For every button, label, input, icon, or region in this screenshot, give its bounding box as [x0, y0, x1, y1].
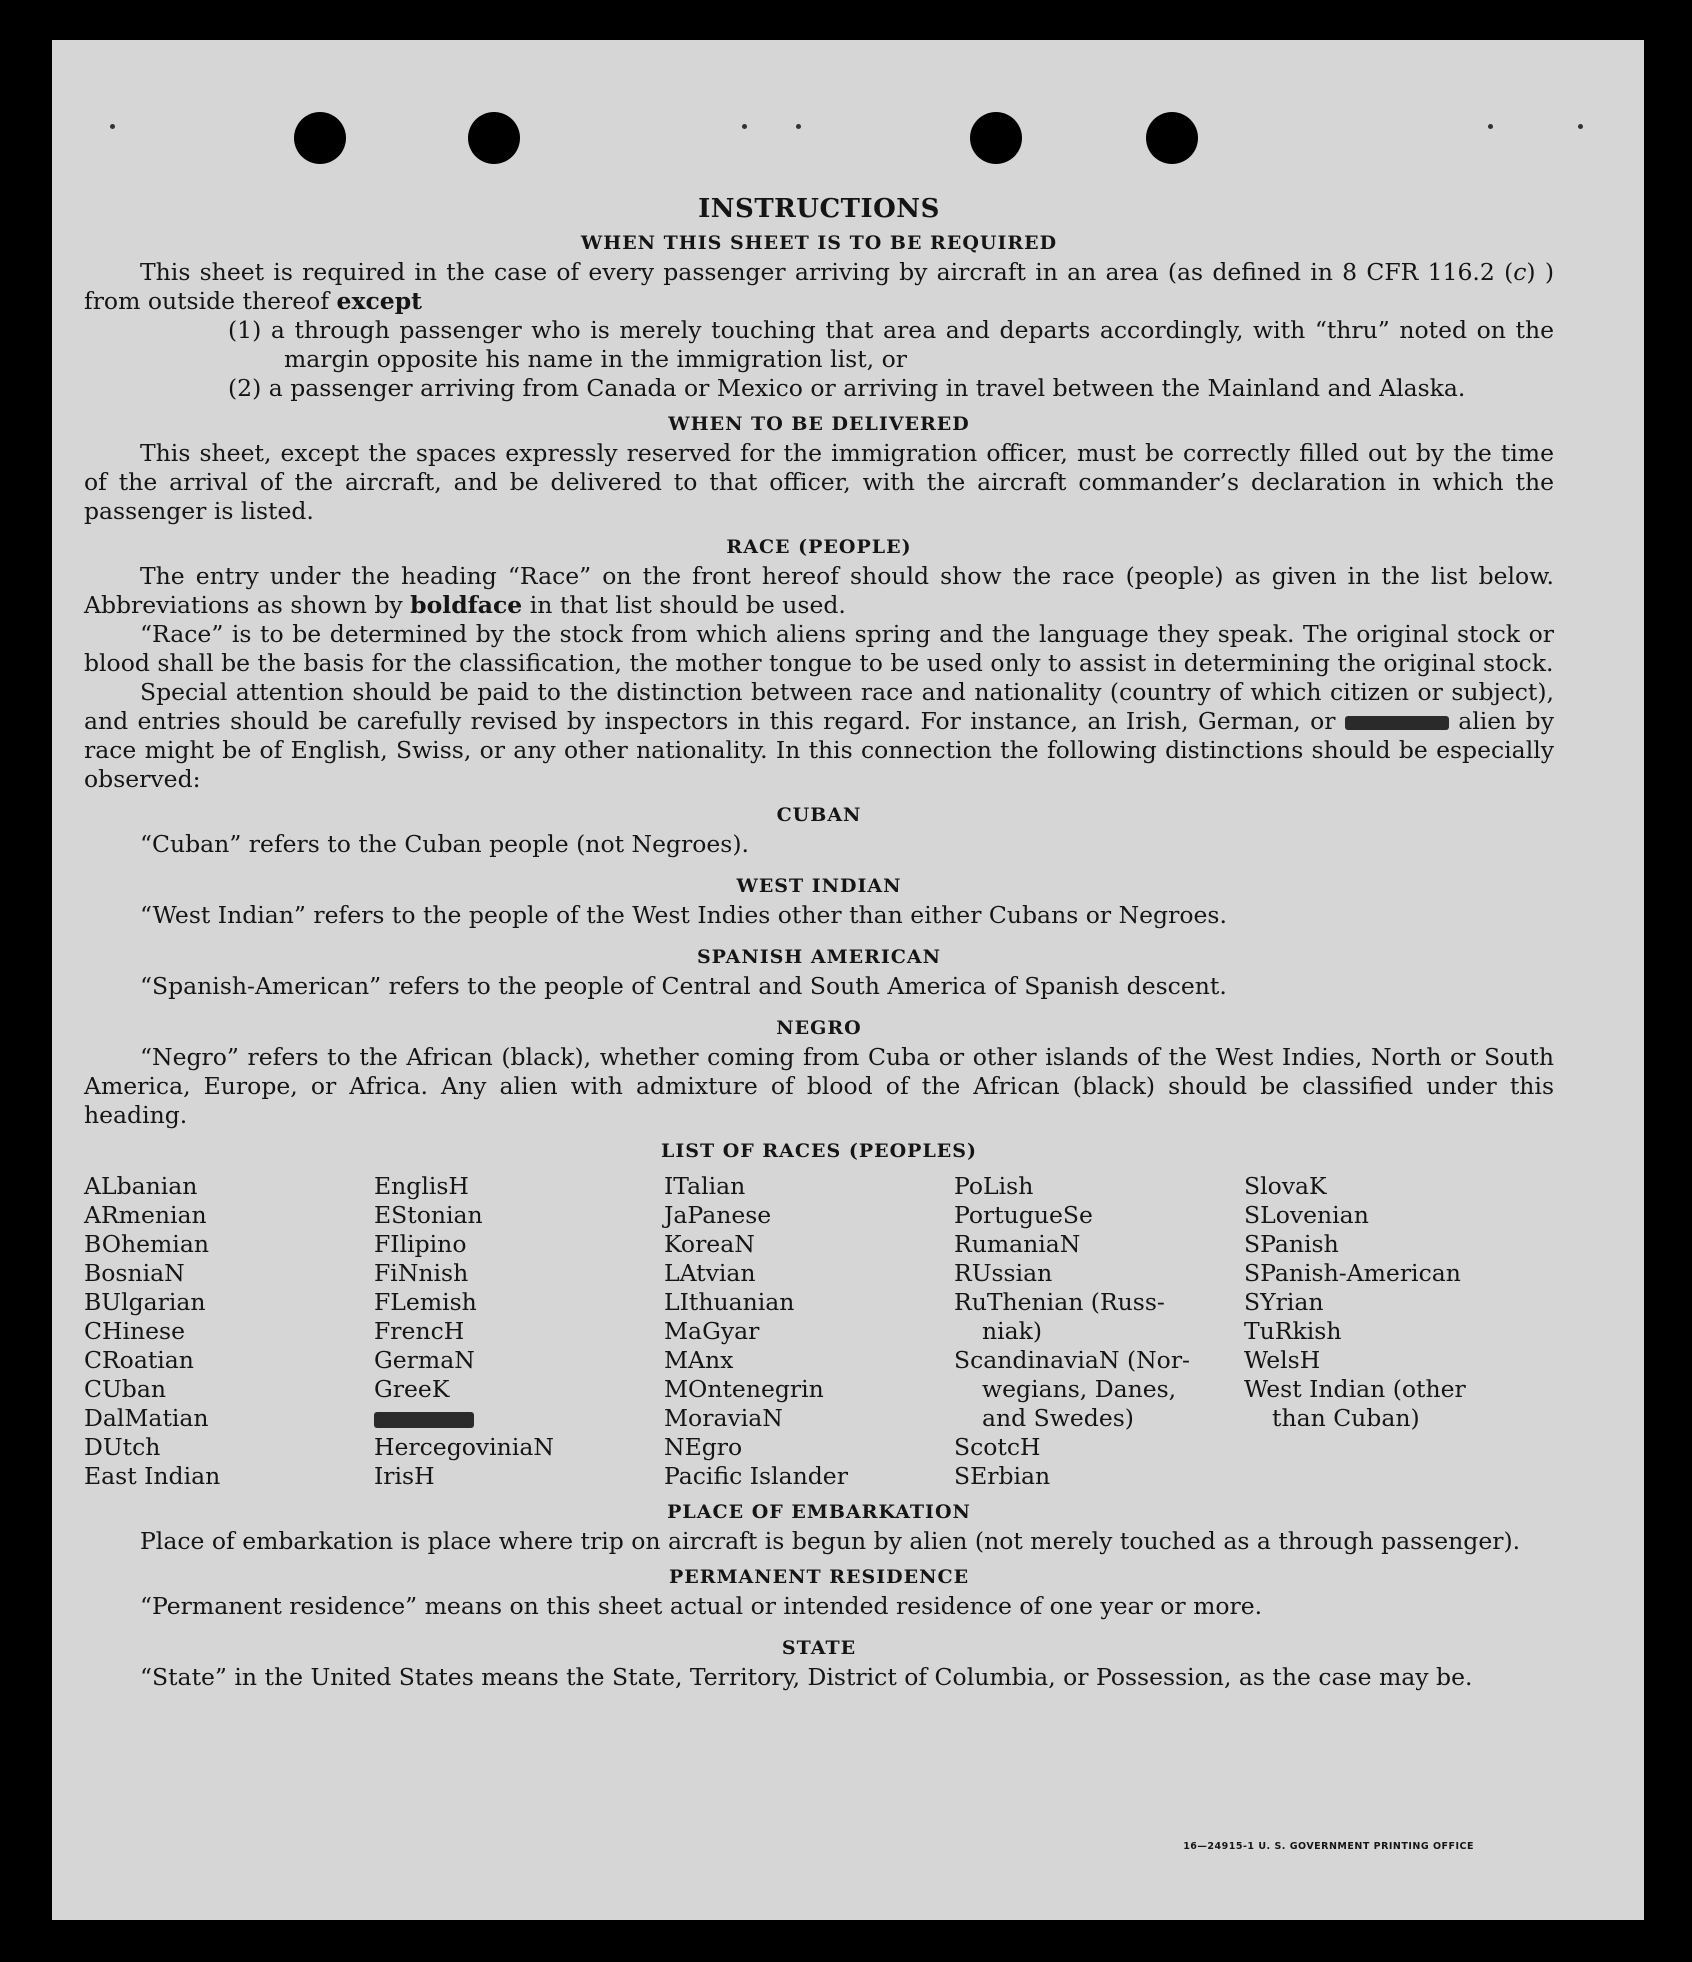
document-sheet	[52, 40, 1644, 1920]
race-entry-continued: than Cuban)	[1272, 1404, 1420, 1432]
section-heading: WHEN TO BE DELIVERED	[668, 413, 970, 435]
section-heading: LIST OF RACES (PEOPLES)	[661, 1140, 977, 1162]
race-entry: RUssian	[954, 1259, 1053, 1287]
race-entry: CUban	[84, 1375, 166, 1403]
race-entry: LAtvian	[664, 1259, 756, 1287]
redaction-mark	[374, 1412, 474, 1428]
punch-hole	[468, 112, 520, 164]
exception-item-2: (2) a passenger arriving from Canada or Mexico or arriving in travel between the Mainland and Alaska.	[228, 374, 1466, 402]
race-entry: FiNnish	[374, 1259, 469, 1287]
race-entry: LIthuanian	[664, 1288, 795, 1316]
section-heading: SPANISH AMERICAN	[696, 946, 942, 968]
state-text: “State” in the United States means the State, Territory, District of Columbia, or Possession, as the case may be.	[140, 1663, 1473, 1691]
speck	[796, 124, 801, 129]
race-entry: East Indian	[84, 1462, 221, 1490]
speck	[110, 124, 115, 129]
race-entry: BosniaN	[84, 1259, 185, 1287]
race-entry: SlovaK	[1244, 1172, 1327, 1200]
race-entry: IrisH	[374, 1462, 435, 1490]
race-column	[374, 1172, 664, 1491]
west-indian-text: “West Indian” refers to the people of the West Indies other than either Cubans or Negroes.	[140, 901, 1227, 929]
race-entry: GermaN	[374, 1346, 475, 1374]
race-entry: BOhemian	[84, 1230, 209, 1258]
race-entry: JaPanese	[664, 1201, 772, 1229]
race-entry: SErbian	[954, 1462, 1051, 1490]
race-entry: KoreaN	[664, 1230, 755, 1258]
race-entry: TuRkish	[1244, 1317, 1342, 1345]
exception-item-1: (1) a through passenger who is merely touching that area and departs accordingly, with “thru” noted on the margin opposite his name in the immigration list, or	[228, 316, 1554, 373]
punch-hole	[294, 112, 346, 164]
race-column	[1244, 1172, 1534, 1491]
section-heading: CUBAN	[776, 804, 862, 826]
section-heading: NEGRO	[776, 1017, 862, 1039]
race-entry: ALbanian	[84, 1172, 198, 1200]
race-entry: CHinese	[84, 1317, 185, 1345]
instructions-body	[84, 190, 1554, 1692]
race-entry: EStonian	[374, 1201, 483, 1229]
race-column	[664, 1172, 954, 1491]
race-entry: WelsH	[1244, 1346, 1321, 1374]
race-entry: MOntenegrin	[664, 1375, 824, 1403]
race-entry-continued: and Swedes)	[982, 1404, 1134, 1432]
spanish-american-text: “Spanish-American” refers to the people of Central and South America of Spanish descent.	[140, 972, 1227, 1000]
race-entry: DUtch	[84, 1433, 161, 1461]
speck	[1578, 124, 1583, 129]
race-entry: FLemish	[374, 1288, 477, 1316]
speck	[1488, 124, 1493, 129]
race-entry: Pacific Islander	[664, 1462, 848, 1490]
race-entry: West Indian (other	[1244, 1375, 1466, 1403]
race-entry: DalMatian	[84, 1404, 209, 1432]
race-entry: PortugueSe	[954, 1201, 1093, 1229]
residence-text: “Permanent residence” means on this sheet actual or intended residence of one year or more.	[140, 1592, 1263, 1620]
race-paragraph-2: “Race” is to be determined by the stock from which aliens spring and the language they speak. The original stock or blood shall be the basis for the classification, the mother tongue to be used only to assist in determining the original stock.	[84, 620, 1554, 677]
required-intro: This sheet is required in the case of every passenger arriving by aircraft in an area (as defined in 8 CFR 116.2 (c) ) from outside thereof except	[84, 258, 1554, 315]
punch-hole	[970, 112, 1022, 164]
race-entry: ITalian	[664, 1172, 746, 1200]
cuban-text: “Cuban” refers to the Cuban people (not Negroes).	[140, 830, 750, 858]
race-entry: SPanish-American	[1244, 1259, 1461, 1287]
race-entry: MAnx	[664, 1346, 734, 1374]
race-entry: NEgro	[664, 1433, 743, 1461]
race-entry: GreeK	[374, 1375, 450, 1403]
race-paragraph-1: The entry under the heading “Race” on the front hereof should show the race (people) as given in the list below. Abbreviations as shown by boldface in that list should be used.	[84, 562, 1554, 619]
race-entry: ARmenian	[84, 1201, 207, 1229]
race-entry: CRoatian	[84, 1346, 194, 1374]
race-paragraph-3: Special attention should be paid to the distinction between race and nationality (country of which citizen or subject), and entries should be carefully revised by inspectors in this regard. For instance, an Irish, German, or alien by race might be of English, Swiss, or any other nationality. In this connection the following distinctions should be especially observed:	[84, 678, 1554, 793]
negro-text: “Negro” refers to the African (black), whether coming from Cuba or other islands of the West Indies, North or South America, Europe, or Africa. Any alien with admixture of blood of the African (black) should be classified under this heading.	[84, 1043, 1554, 1129]
race-entry: ScandinaviaN (Nor-	[954, 1346, 1190, 1374]
race-column	[954, 1172, 1244, 1491]
race-entry: SPanish	[1244, 1230, 1339, 1258]
section-heading: WEST INDIAN	[736, 875, 902, 897]
page-title: INSTRUCTIONS	[698, 194, 940, 224]
race-column	[84, 1172, 374, 1491]
race-entry: FIlipino	[374, 1230, 467, 1258]
race-entry-continued: wegians, Danes,	[982, 1375, 1177, 1403]
race-entry: RumaniaN	[954, 1230, 1081, 1258]
printer-imprint: 16—24915-1 U. S. GOVERNMENT PRINTING OFFICE	[1183, 1841, 1474, 1852]
section-heading: STATE	[781, 1637, 857, 1659]
redaction-mark	[1345, 716, 1449, 730]
section-heading: RACE (PEOPLE)	[726, 536, 912, 558]
race-entry: BUlgarian	[84, 1288, 206, 1316]
race-entry-redacted	[374, 1404, 664, 1433]
race-entry: SLovenian	[1244, 1201, 1369, 1229]
race-entry-continued: niak)	[982, 1317, 1043, 1345]
race-entry: FrencH	[374, 1317, 465, 1345]
speck	[742, 124, 747, 129]
race-entry: ScotcH	[954, 1433, 1041, 1461]
race-entry: HercegoviniaN	[374, 1433, 554, 1461]
section-heading: PERMANENT RESIDENCE	[668, 1566, 970, 1588]
race-entry: EnglisH	[374, 1172, 469, 1200]
race-list	[84, 1172, 1554, 1491]
delivered-text: This sheet, except the spaces expressly reserved for the immigration officer, must be correctly filled out by the time of the arrival of the aircraft, and be delivered to that officer, with the aircraft commander’s declaration in which the passenger is listed.	[84, 439, 1554, 525]
race-entry: SYrian	[1244, 1288, 1324, 1316]
race-entry: MaGyar	[664, 1317, 760, 1345]
race-entry: MoraviaN	[664, 1404, 783, 1432]
section-heading: PLACE OF EMBARKATION	[667, 1501, 971, 1523]
embarkation-text: Place of embarkation is place where trip on aircraft is begun by alien (not merely touched as a through passenger).	[140, 1527, 1521, 1555]
punch-hole	[1146, 112, 1198, 164]
race-entry: RuThenian (Russ-	[954, 1288, 1165, 1316]
section-heading: WHEN THIS SHEET IS TO BE REQUIRED	[580, 232, 1058, 254]
race-entry: PoLish	[954, 1172, 1034, 1200]
